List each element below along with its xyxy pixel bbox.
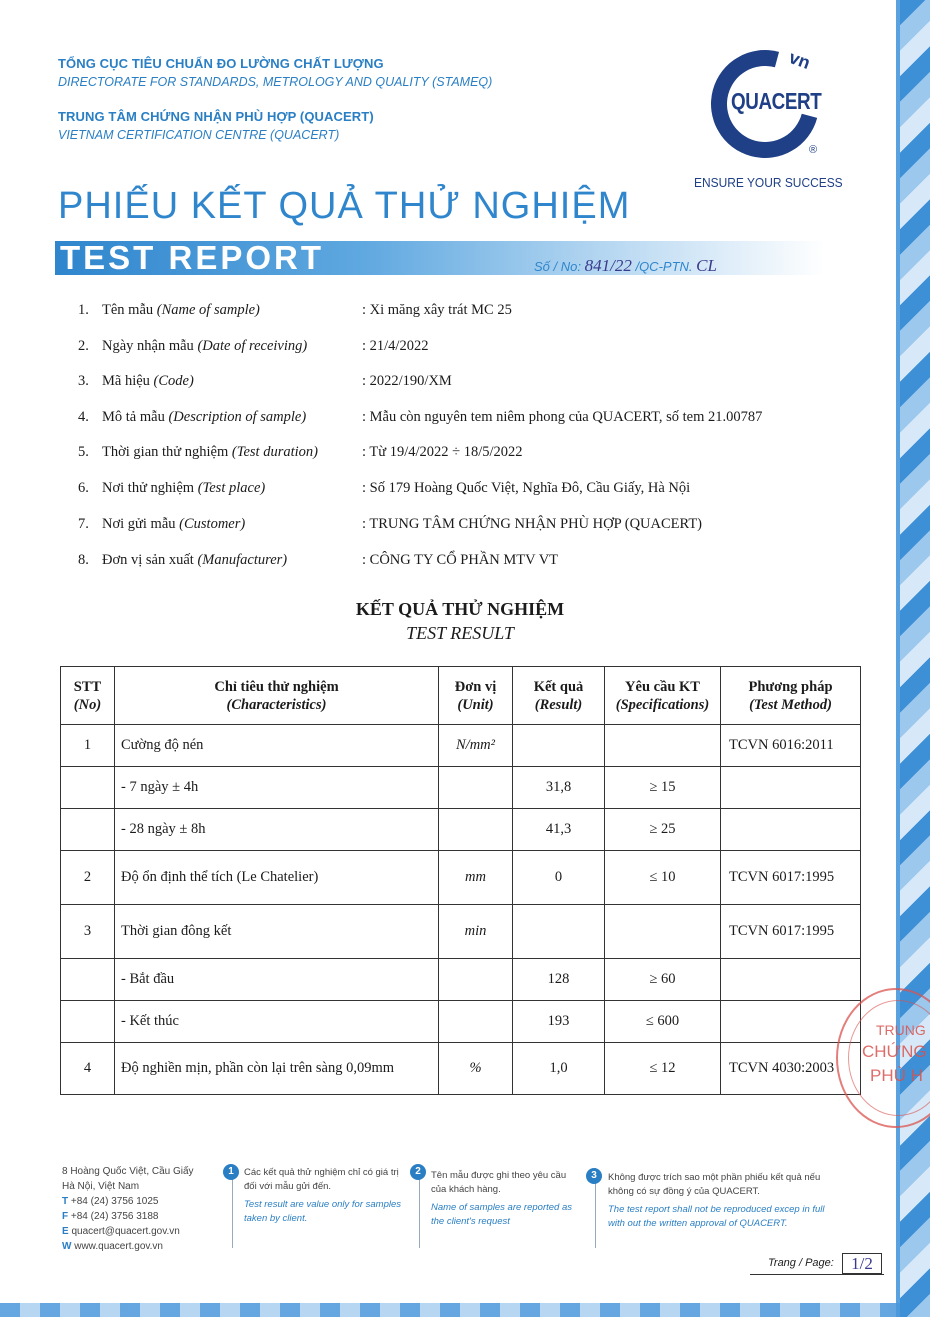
- table-row: [61, 1001, 861, 1043]
- results-title-en: TEST RESULT: [406, 623, 514, 643]
- cell-result: [513, 905, 605, 959]
- note-1-number: 1: [223, 1164, 239, 1180]
- table-row: [61, 1043, 861, 1095]
- header-unit: Đơn vị (Unit): [439, 667, 513, 725]
- stamp-text: PHÙ H: [870, 1066, 923, 1085]
- info-num: 2.: [78, 338, 89, 354]
- header-no: STT (No): [61, 667, 115, 725]
- footer-divider: [232, 1168, 233, 1248]
- info-label: Mô tả mẫu (Description of sample): [102, 409, 307, 425]
- info-label: Ngày nhận mẫu (Date of receiving): [102, 338, 308, 354]
- info-row-code: [78, 373, 452, 395]
- org1-name-vn: TỔNG CỤC TIÊU CHUẨN ĐO LƯỜNG CHẤT LƯỢNG: [58, 56, 384, 71]
- note-1: Các kết quả thử nghiệm chỉ có giá trị đối với mẫu gửi đến. Test result are value only for samples taken by client.: [244, 1167, 402, 1224]
- footer-tel: T +84 (24) 3756 1025: [62, 1196, 159, 1207]
- cell-spec: ≤ 600: [605, 1001, 721, 1043]
- cell-result: 41,3: [513, 809, 605, 851]
- report-number-suffix: CL: [696, 256, 717, 275]
- page-number: 1/2: [842, 1253, 882, 1274]
- cell-characteristic: - Bắt đầu: [115, 959, 439, 1001]
- report-number-middle: /QC-PTN.: [635, 259, 693, 274]
- stamp-text: TRUNG: [876, 1022, 926, 1038]
- cell-unit: [439, 767, 513, 809]
- info-row-manufacturer: [78, 552, 559, 574]
- cell-no: [61, 809, 115, 851]
- cell-result: [513, 725, 605, 767]
- info-num: 5.: [78, 444, 89, 460]
- note-2-number: 2: [410, 1164, 426, 1180]
- cell-result: 1,0: [513, 1043, 605, 1095]
- note-2: Tên mẫu được ghi theo yêu cầu của khách hàng. Name of samples are reported as the client's request: [431, 1170, 572, 1227]
- registered-mark: ®: [809, 144, 818, 156]
- results-table: [60, 666, 861, 1095]
- info-value: : 21/4/2022: [362, 338, 429, 354]
- table-row: [61, 809, 861, 851]
- cell-method: [721, 767, 861, 809]
- bottom-decorative-stripe: [0, 1303, 900, 1317]
- info-num: 1.: [78, 302, 89, 318]
- header-method: Phương pháp (Test Method): [721, 667, 861, 725]
- cell-result: 128: [513, 959, 605, 1001]
- cell-characteristic: - Kết thúc: [115, 1001, 439, 1043]
- cell-unit: mm: [439, 851, 513, 905]
- cell-unit: [439, 809, 513, 851]
- cell-spec: [605, 725, 721, 767]
- cell-unit: [439, 959, 513, 1001]
- info-label: Nơi thử nghiệm (Test place): [102, 480, 266, 496]
- info-value: : Từ 19/4/2022 ÷ 18/5/2022: [362, 444, 523, 460]
- cell-no: 3: [61, 905, 115, 959]
- cell-result: 0: [513, 851, 605, 905]
- info-value: : CÔNG TY CỔ PHẦN MTV VT: [362, 552, 559, 568]
- footer-divider: [419, 1168, 420, 1248]
- footer-email[interactable]: E quacert@quacert.gov.vn: [62, 1226, 180, 1237]
- info-label: Tên mẫu (Name of sample): [102, 302, 260, 318]
- org2-name-en: VIETNAM CERTIFICATION CENTRE (QUACERT): [58, 128, 340, 142]
- info-num: 3.: [78, 373, 89, 389]
- footer-address: [62, 1164, 194, 1254]
- report-title-vn: PHIẾU KẾT QUẢ THỬ NGHIỆM: [58, 185, 631, 227]
- info-label: Mã hiệu (Code): [102, 373, 194, 389]
- cell-no: 1: [61, 725, 115, 767]
- note-3: Không được trích sao một phần phiếu kết quả nếu không có sự đồng ý của QUACERT. The test report shall not be reproduced excep in full with out the written approval of QUACERT.: [608, 1172, 825, 1229]
- cell-spec: ≤ 12: [605, 1043, 721, 1095]
- cell-spec: ≥ 15: [605, 767, 721, 809]
- address-line1: 8 Hoàng Quốc Việt, Cầu Giấy: [62, 1166, 194, 1177]
- table-row: [61, 725, 861, 767]
- report-number-value: 841/22: [584, 256, 632, 275]
- page-label: Trang / Page:: [768, 1257, 834, 1269]
- cell-unit: min: [439, 905, 513, 959]
- cell-no: [61, 959, 115, 1001]
- info-value: : TRUNG TÂM CHỨNG NHẬN PHÙ HỢP (QUACERT): [362, 516, 702, 532]
- info-row-description: [78, 409, 763, 431]
- cell-no: [61, 767, 115, 809]
- cell-result: 193: [513, 1001, 605, 1043]
- info-num: 8.: [78, 552, 89, 568]
- cell-no: 4: [61, 1043, 115, 1095]
- info-num: 7.: [78, 516, 89, 532]
- table-row: [61, 767, 861, 809]
- cell-characteristic: Thời gian đông kết: [115, 905, 439, 959]
- quacert-logo: [705, 44, 835, 164]
- footer-fax: F +84 (24) 3756 3188: [62, 1211, 159, 1222]
- header-result: Kết quả (Result): [513, 667, 605, 725]
- info-label: Nơi gửi mẫu (Customer): [102, 516, 246, 532]
- org1-name-en: DIRECTORATE FOR STANDARDS, METROLOGY AND QUALITY (STAMEQ): [58, 75, 493, 89]
- footer-website[interactable]: W www.quacert.gov.vn: [62, 1241, 163, 1252]
- table-row: [61, 851, 861, 905]
- table-header-row: [61, 667, 861, 725]
- cell-characteristic: - 28 ngày ± 8h: [115, 809, 439, 851]
- logo-text: QUACERT: [731, 88, 822, 114]
- results-title-vn: KẾT QUẢ THỬ NGHIỆM: [355, 599, 565, 619]
- cell-spec: ≤ 10: [605, 851, 721, 905]
- cell-method: TCVN 4030:2003: [721, 1043, 861, 1095]
- header-specifications: Yêu cầu KT (Specifications): [605, 667, 721, 725]
- cell-unit: N/mm²: [439, 725, 513, 767]
- report-title-en: TEST REPORT: [60, 239, 325, 276]
- slogan: ENSURE YOUR SUCCESS: [694, 175, 843, 190]
- cell-characteristic: Cường độ nén: [115, 725, 439, 767]
- cell-method: TCVN 6016:2011: [721, 725, 861, 767]
- cell-method: TCVN 6017:1995: [721, 905, 861, 959]
- org2-name-vn: TRUNG TÂM CHỨNG NHẬN PHÙ HỢP (QUACERT): [58, 109, 374, 124]
- cell-spec: [605, 905, 721, 959]
- info-value: : 2022/190/XM: [362, 373, 452, 389]
- info-label: Thời gian thử nghiệm (Test duration): [102, 444, 318, 460]
- logo-vn-mark: vn: [786, 47, 813, 74]
- table-row: [61, 905, 861, 959]
- cell-unit: [439, 1001, 513, 1043]
- address-line2: Hà Nội, Việt Nam: [62, 1181, 140, 1192]
- info-value: : Mẫu còn nguyên tem niêm phong của QUACERT, số tem 21.00787: [362, 409, 763, 425]
- info-value: : Số 179 Hoàng Quốc Việt, Nghĩa Đô, Cầu Giấy, Hà Nội: [362, 480, 691, 496]
- info-row-place: [78, 480, 691, 502]
- info-value: : Xi măng xây trát MC 25: [362, 302, 512, 318]
- info-row-duration: [78, 444, 523, 466]
- report-number-label: Số / No:: [534, 259, 581, 274]
- stamp-text: CHỨNG: [862, 1042, 927, 1061]
- info-num: 4.: [78, 409, 89, 425]
- header-characteristics: Chỉ tiêu thử nghiệm (Characteristics): [115, 667, 439, 725]
- cell-spec: ≥ 25: [605, 809, 721, 851]
- cell-spec: ≥ 60: [605, 959, 721, 1001]
- cell-method: [721, 959, 861, 1001]
- cell-method: [721, 809, 861, 851]
- cell-unit: %: [439, 1043, 513, 1095]
- cell-no: [61, 1001, 115, 1043]
- page-indicator: [750, 1253, 884, 1275]
- cell-characteristic: - 7 ngày ± 4h: [115, 767, 439, 809]
- info-label: Đơn vị sản xuất (Manufacturer): [102, 552, 288, 568]
- cell-no: 2: [61, 851, 115, 905]
- cell-characteristic: Độ nghiền mịn, phần còn lại trên sàng 0,09mm: [115, 1043, 439, 1095]
- info-row-customer: [78, 516, 702, 538]
- report-number: [534, 256, 717, 276]
- info-row-name: [78, 302, 512, 324]
- table-row: [61, 959, 861, 1001]
- note-3-number: 3: [586, 1168, 602, 1184]
- cell-result: 31,8: [513, 767, 605, 809]
- info-row-date: [78, 338, 429, 360]
- info-num: 6.: [78, 480, 89, 496]
- cell-characteristic: Độ ổn định thể tích (Le Chatelier): [115, 851, 439, 905]
- cell-method: TCVN 6017:1995: [721, 851, 861, 905]
